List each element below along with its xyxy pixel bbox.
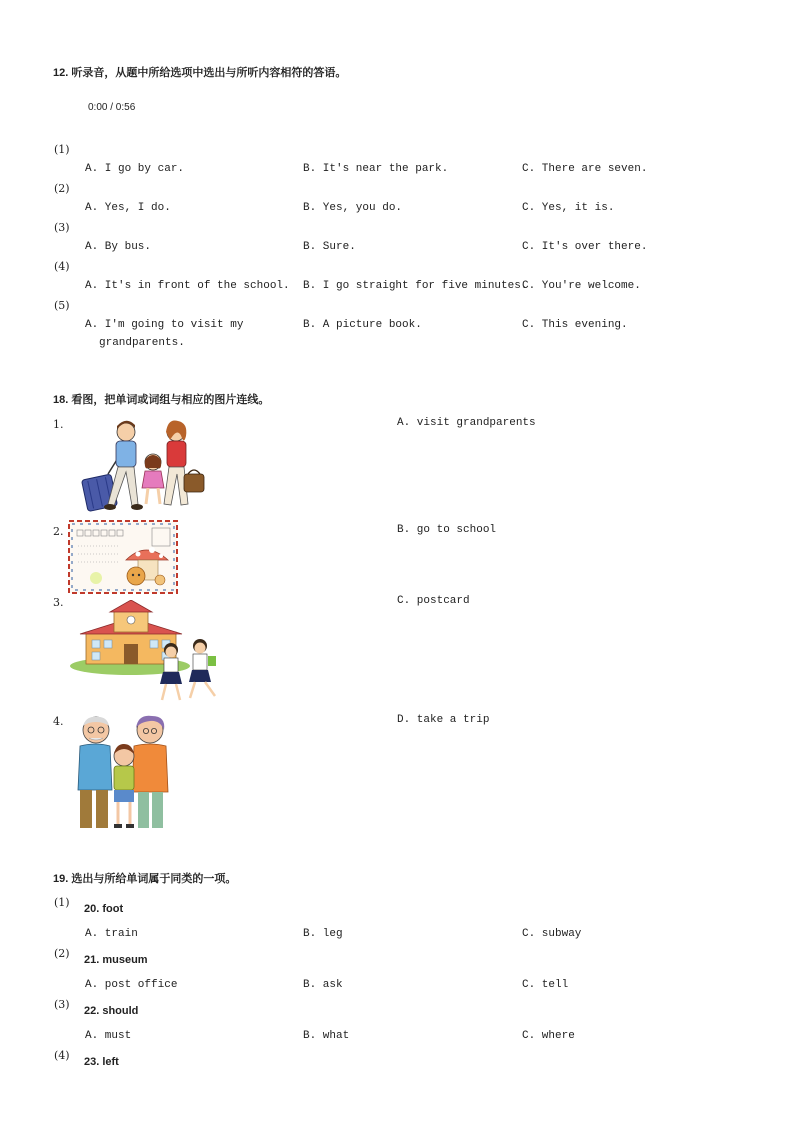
question-18-title: 18. 看图，把单词或词组与相应的图片连线。 [53,394,270,406]
option-b[interactable]: B. Sure. [303,241,356,253]
sub-question-label: (4) [54,260,70,273]
sub-question-label: (3) [54,998,70,1011]
option-a[interactable]: A. post office [85,979,178,991]
option-a[interactable]: A. I'm going to visit my [85,319,244,331]
option-c[interactable]: C. Yes, it is. [522,202,615,214]
option-a-continuation: grandparents. [99,337,185,349]
word-prompt: 23. left [84,1056,119,1068]
option-c[interactable]: C. tell [522,979,569,991]
option-c[interactable]: C. You're welcome. [522,280,641,292]
option-b[interactable]: B. Yes, you do. [303,202,403,214]
sub-question-label: (2) [54,947,70,960]
option-b[interactable]: B. what [303,1030,350,1042]
word-prompt: 20. foot [84,903,124,915]
option-a[interactable]: A. It's in front of the school. [85,280,290,292]
option-c[interactable]: C. There are seven. [522,163,648,175]
question-12-title: 12. 听录音，从题中所给选项中选出与所听内容相符的答语。 [53,67,347,79]
sub-question-label: (3) [54,221,70,234]
option-c[interactable]: C. This evening. [522,319,628,331]
match-option[interactable]: B. go to school [397,524,497,536]
match-number: 2. [53,525,64,538]
option-a[interactable]: A. I go by car. [85,163,185,175]
grandparents-picture[interactable] [74,714,174,832]
word-prompt: 22. should [84,1005,139,1017]
match-number: 4. [53,715,64,728]
option-c[interactable]: C. subway [522,928,582,940]
postcard-picture[interactable] [68,520,178,594]
family-trip-picture[interactable] [78,418,208,514]
match-option[interactable]: C. postcard [397,595,470,607]
option-a[interactable]: A. Yes, I do. [85,202,171,214]
sub-question-label: (4) [54,1049,70,1062]
option-a[interactable]: A. train [85,928,138,940]
sub-question-label: (1) [54,143,70,156]
sub-question-label: (2) [54,182,70,195]
match-option[interactable]: A. visit grandparents [397,417,536,429]
option-c[interactable]: C. where [522,1030,575,1042]
audio-player-time[interactable]: 0:00 / 0:56 [88,102,136,113]
match-number: 3. [53,596,64,609]
option-b[interactable]: B. A picture book. [303,319,422,331]
option-b[interactable]: B. It's near the park. [303,163,449,175]
option-b[interactable]: B. leg [303,928,343,940]
school-picture[interactable] [70,600,228,704]
match-number: 1. [53,418,64,431]
option-a[interactable]: A. must [85,1030,132,1042]
question-19-title: 19. 选出与所给单词属于同类的一项。 [53,873,237,885]
match-option[interactable]: D. take a trip [397,714,490,726]
sub-question-label: (5) [54,299,70,312]
sub-question-label: (1) [54,896,70,909]
option-b[interactable]: B. I go straight for five minutes. [303,280,528,292]
option-b[interactable]: B. ask [303,979,343,991]
word-prompt: 21. museum [84,954,148,966]
option-a[interactable]: A. By bus. [85,241,152,253]
option-c[interactable]: C. It's over there. [522,241,648,253]
